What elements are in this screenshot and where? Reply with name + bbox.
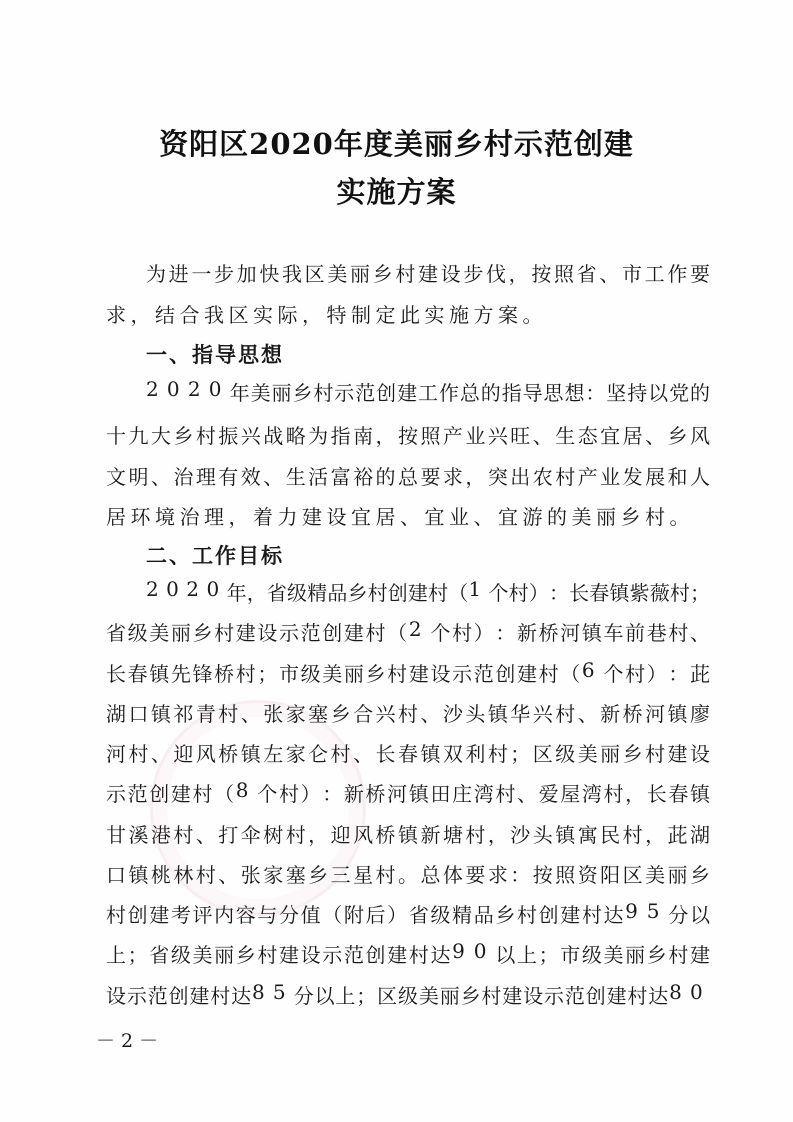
document-page: 资阳区2020年度美丽乡村示范创建 实施方案 为 进 一 步 加 快 我 区 美 丽 乡 村 建 设 步 伐 ， 按 照 省 、 市 工 作 要 求 ， 结 合 我 区 实 际 ， 特 制 定 此 实 施 方 案 。 一 、 指 导 思 想 2 0 2 0 年 美 丽 乡 村 示 范 创 建 工 作 总 的 指 导 思 想 ： 坚 持 以 党 的 十 九 大 乡 村 振 兴 战 略 为 指 南 ， 按 照 产 业 兴 旺 、 生 态 宜 居 、 乡 风 文 明 、 治 理 有 效 、 生 活 富 裕 的 总 要 求 ， 突 出 农 村 产 业 发 展 和 人 居 环 境 治 理 ， 着 力 建 设 宜 居 、 宜 业 、 宜 游 的 美 丽 乡 村 。 二 、 工 作 目 标 2 0 2 0 年 ， 省 级 精 品 乡 村 创 建 村 （ 1 个 村 ） ： 长 春 镇 紫 薇 村 ； 省 级 美 丽 乡 村 建 设 示 范 创 建 村 （ 2 个 村 ） ： 新 桥 河 镇 车 前 巷 村 、 长 春 镇 先 锋 桥 村 ； 市 级 美 丽 乡 村 建 设 示 范 创 建 村 （ 6 个 村 ） ： 茈 湖 口 镇 祁 青 村 、 张 家 塞 乡 合 兴 村 、 沙 头 镇 华 兴 村 、 新 桥 河 镇 廖 河 村 、 迎 风 桥 镇 左 家 仑 村 、 长 春 镇 双 利 村 ； 区 级 美 丽 乡 村 建 设 示 范 创 建 村 （ 8 个 村 ） ： 新 桥 河 镇 田 庄 湾 村 、 爱 屋 湾 村 ， 长 春 镇 甘 溪 港 村 、 打 伞 树 村 ， 迎 风 桥 镇 新 塘 村 ， 沙 头 镇 寓 民 村 ， 茈 湖 口 镇 桃 林 村 、 张 家 塞 乡 三 星 村 。 总 体 要 求 ： 按 照 资 阳 区 美 丽 乡 村 创 建 考 评 内 容 与 分 值 （ 附 后 ） 省 级 精 品 乡 村 创 建 村 达 9 5 分 以 上 ； 省 级 美 丽 乡 村 建 设 示 范 创 建 村 达 9 0 以 上 ； 市 级 美 丽 乡 村 建 设 示 范 创 建 村 达 8 5 分 以 上 ； 区 级 美 丽 乡 村 建 设 示 范 创 建 村 达 8 0 － 2 －	[0, 0, 793, 1122]
page-number: － 2 －	[96, 1030, 159, 1052]
document-title-line-1: 资阳区2020年度美丽乡村示范创建	[159, 127, 634, 161]
document-title-line-2: 实施方案	[336, 175, 457, 209]
